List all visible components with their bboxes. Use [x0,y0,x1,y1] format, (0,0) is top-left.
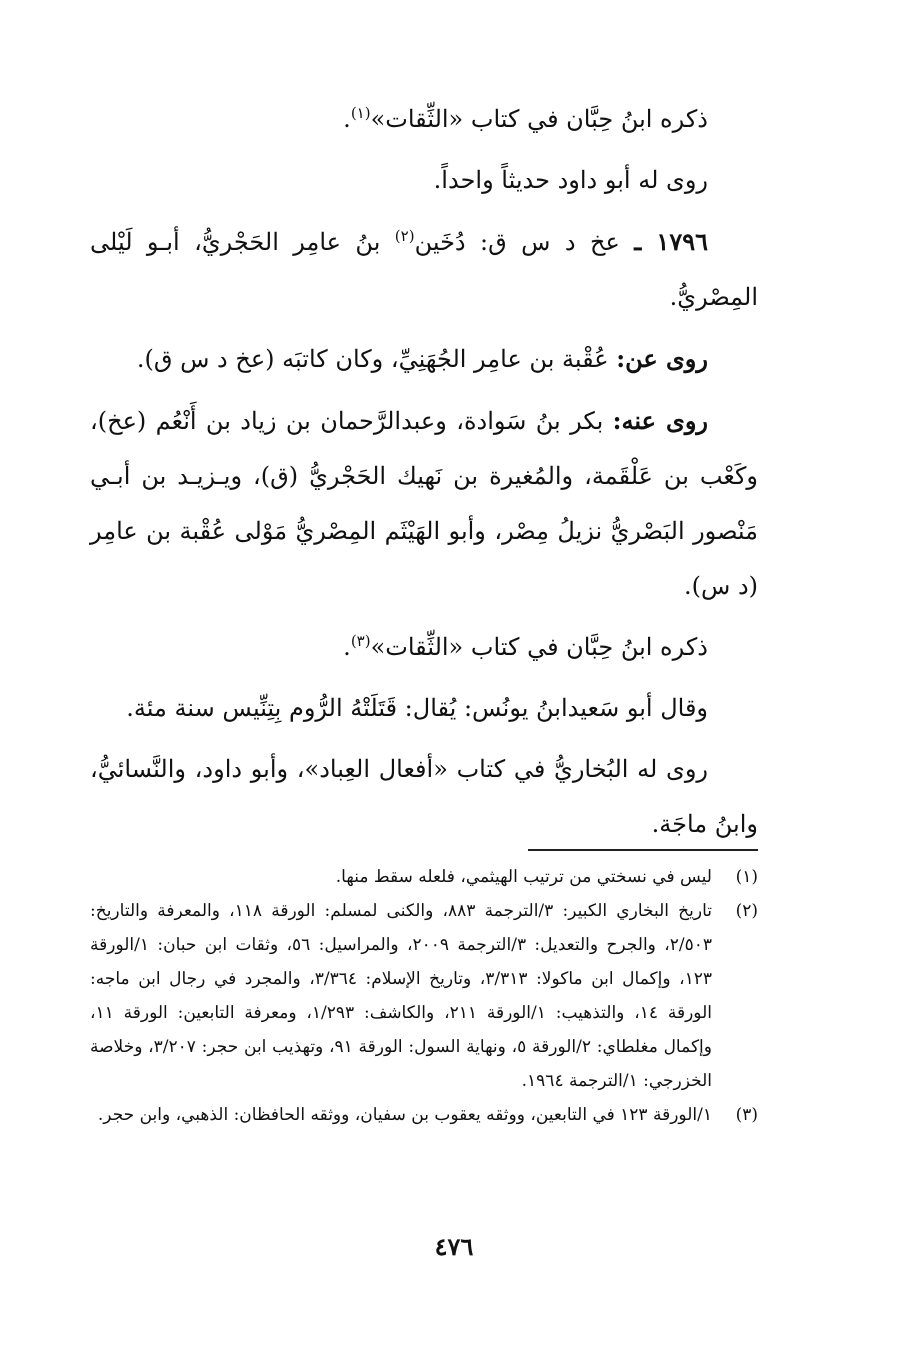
footnote-number: (١) [735,867,758,887]
text-run: ذكره ابنُ حِبَّان في كتاب «الثِّقات» [370,105,708,133]
section-label: روى عن: [616,344,708,373]
footnote [90,860,758,894]
footnote-marker: (٣) [350,632,371,650]
footnote-number: (٢) [735,901,758,921]
section-label: روى عنه: [612,406,708,435]
paragraph: روى له البُخاريُّ في كتاب «أفعال العِباد»، وأبو داود، والنَّسائيُّ، وابنُ ماجَة. [90,755,758,838]
entry-heading [90,214,758,325]
paragraph: روى له أبو داود حديثاً واحداً. [433,166,708,194]
entry-name: دُخَين [414,228,466,256]
text-run: عُقْبة بن عامِر الجُهَنِيِّ، وكان كاتبَه (عخ د س ق). [136,345,609,373]
text-run: . [343,633,351,661]
main-text [90,92,758,858]
footnote [90,894,758,1098]
footnote [90,1098,758,1132]
footnote-text: تاريخ البخاري الكبير: ٣/الترجمة ٨٨٣، والكنى لمسلم: الورقة ١١٨، والمعرفة والتاريخ: ٢/٥٠٣، والجرح والتعديل: ٣/الترجمة ٢٠٠٩، والمراسيل: ٥٦، وثقات ابن حبان: ١/الورقة ١٢٣، وإكمال ابن ماكولا: ٣/٣١٣، وتاريخ الإسلام: ٣/٣٦٤، والمجرد في رجال ابن ماجه: الورقة ١٤، والتذهيب: ١/الورقة ٢١١، والكاشف: ١/٢٩٣، ومعرفة التابعين: الورقة ١١، وإكمال مغلطاي: ٢/الورقة ٥، ونهاية السول: الورقة ٩١، وتهذيب ابن حجر: ٣/٢٠٧، وخلاصة الخزرجي: ١/الترجمة ١٩٦٤. [90,901,713,1091]
page-number: ٤٧٦ [434,1232,474,1261]
paragraph: وقال أبو سَعيدابنُ يونُس: يُقال: قَتَلَتْهُ الرُّوم بِتِنِّيس سنة مئة. [126,694,708,722]
text-run: . [343,105,351,133]
footnotes [90,860,758,1132]
footnote-text: ١/الورقة ١٢٣ في التابعين، ووثقه يعقوب بن سفيان، ووثقه الحافظان: الذهبي، وابن حجر. [97,1105,712,1125]
entry-number: ١٧٩٦ ـ [634,227,708,256]
paragraph [90,393,758,614]
entry-codes: عخ د س ق: [480,228,620,256]
text-run: ذكره ابنُ حِبَّان في كتاب «الثِّقات» [370,633,708,661]
footnote-number: (٣) [735,1105,758,1125]
footnote-divider [528,849,758,851]
footnote-text: ليس في نسختي من ترتيب الهيثمي، فلعله سقط منها. [335,867,712,887]
paragraph [90,331,758,387]
paragraph [90,92,758,147]
entry-rest: بنُ عامِر الحَجْريُّ، أبـو لَيْلى المِصْريُّ. [90,228,758,311]
footnote-marker: (٢) [394,227,415,245]
text-run: بكر بنُ سَوادة، وعبدالرَّحمان بن زياد بن أَنْعُم (عخ)، وكَعْب بن عَلْقَمة، والمُغيرة بن نَهيك الحَجْريُّ (ق)، ويـزيـد بن أبـي مَنْصور البَصْريُّ نزيلُ مِصْر، وأبو الهَيْثَم المِصْريُّ مَوْلى عُقْبة بن عامِر (د س). [90,407,758,600]
paragraph [90,620,758,675]
footnote-marker: (١) [350,104,371,122]
